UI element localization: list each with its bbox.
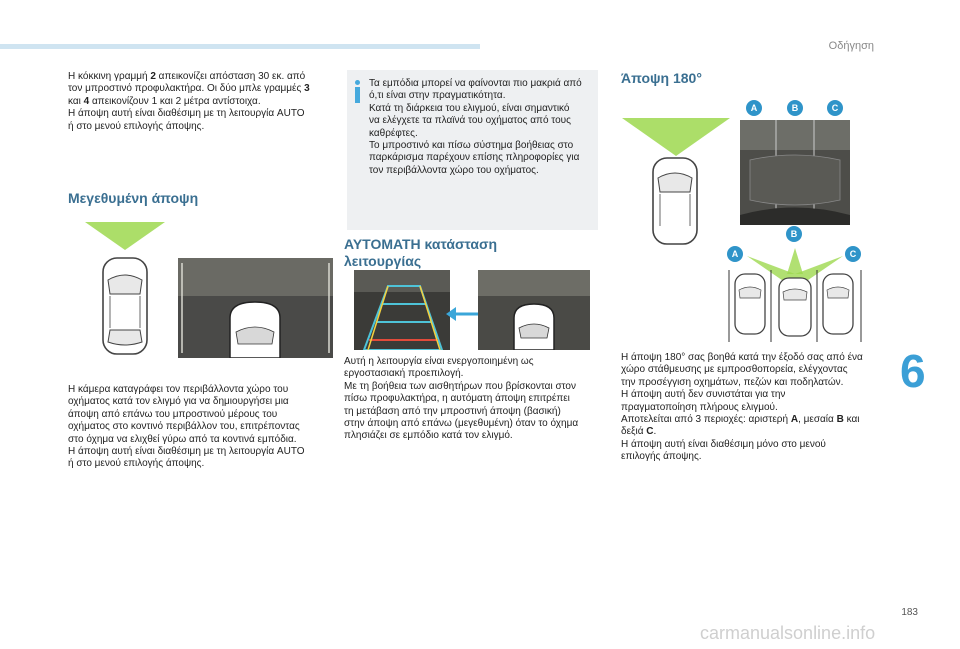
- car-front-view-diagram: [80, 220, 170, 360]
- zone-label-c: C: [827, 100, 843, 116]
- info-text: Τα εμπόδια μπορεί να φαίνονται πιο μακριά από ό,τι είναι στην πραγματικότητα. Κατά τη διάρκεια του ελιγμού, είναι σημαντικό να ελέγχετε τα πλαϊνά του οχήματος από τους καθρέφτες. Το μπροστινό και πίσω σύστημα βοήθειας στο παρκάρισμα παρέχουν επίσης πληροφορίες για τον περιβάλλοντα χώρο του οχήματος.: [369, 78, 582, 176]
- zone-label-c-lower: C: [845, 246, 861, 262]
- rear-camera-view: [354, 270, 450, 350]
- zoom-camera-view: [178, 258, 333, 358]
- chapter-number: 6: [900, 345, 926, 397]
- page-number: 183: [901, 607, 918, 618]
- top-accent-bar: [0, 44, 480, 49]
- view-180-heading: Άποψη 180°: [621, 70, 702, 86]
- info-box: [347, 70, 598, 230]
- zone-label-b: B: [787, 100, 803, 116]
- camera-180-view: [740, 120, 850, 225]
- intro-paragraph: Η κόκκινη γραμμή 2 απεικονίζει απόσταση 30 εκ. από τον μπροστινό προφυλακτήρα. Οι δύο μπλε γραμμές 3 και 4 απεικονίζουν 1 και 2 μέτρα αντίστοιχα. Η άποψη αυτή είναι διαθέσιμη με τη λειτουργία AUTO ή στο μενού επιλογής άποψης.: [68, 71, 310, 132]
- auto-mode-heading: ΑΥΤΟΜΑΤΗ κατάσταση λειτουργίας: [344, 236, 498, 269]
- zoom-view-heading: Μεγεθυμένη άποψη: [68, 190, 199, 206]
- zoom-view-description: Η κάμερα καταγράφει τον περιβάλλοντα χώρο του οχήματος κατά τον ελιγμό για να δημιουργήσει μια άποψη από επάνω του μπροστινού μέρους του οχήματος στο κοντινό περιβάλλον του, επιτρέποντας στο όχημα να ελιχθεί γύρω από τα κοντινά εμπόδια. Η άποψη αυτή είναι διαθέσιμη με τη λειτουργία AUTO ή στο μενού επιλογής άποψης.: [68, 384, 305, 470]
- info-icon: [355, 80, 361, 104]
- zone-label-a-lower: A: [727, 246, 743, 262]
- view-180-description: Η άποψη 180° σας βοηθά κατά την έξοδό σας από ένα χώρο στάθμευσης με εμπροσθοπορεία, ελέγχοντας την προσέγγιση οχημάτων, πεζών και ποδηλατών. Η άποψη αυτή δεν συνιστάται για την πραγματοποίηση πλήρους ελιγμού. Αποτελείται από 3 περιοχές: αριστερή A, μεσαία B και δεξιά C. Η άποψη αυτή είναι διαθέσιμη μόνο στο μενού επιλογής άποψης.: [621, 352, 863, 463]
- top-down-camera-view: [478, 270, 590, 350]
- auto-mode-description: Αυτή η λειτουργία είναι ενεργοποιημένη ως εργοστασιακή προεπιλογή. Με τη βοήθεια των αισθητήρων που βρίσκονται στον πίσω προφυλακτήρα, η αυτόματη άποψη επιτρέπει τη μετάβαση από την μπροστινή άποψη (βασική) στην άποψη από επάνω (μεγεθυμένη) όταν το όχημα πλησιάζει σε εμπόδιο κατά τον ελιγμό.: [344, 356, 579, 442]
- parking-exit-diagram: [725, 244, 865, 344]
- zone-label-b-lower: B: [786, 226, 802, 242]
- car-180-diagram: [620, 116, 732, 246]
- watermark: carmanualsonline.info: [700, 623, 876, 643]
- zone-label-a: A: [746, 100, 762, 116]
- section-title: Οδήγηση: [828, 40, 874, 52]
